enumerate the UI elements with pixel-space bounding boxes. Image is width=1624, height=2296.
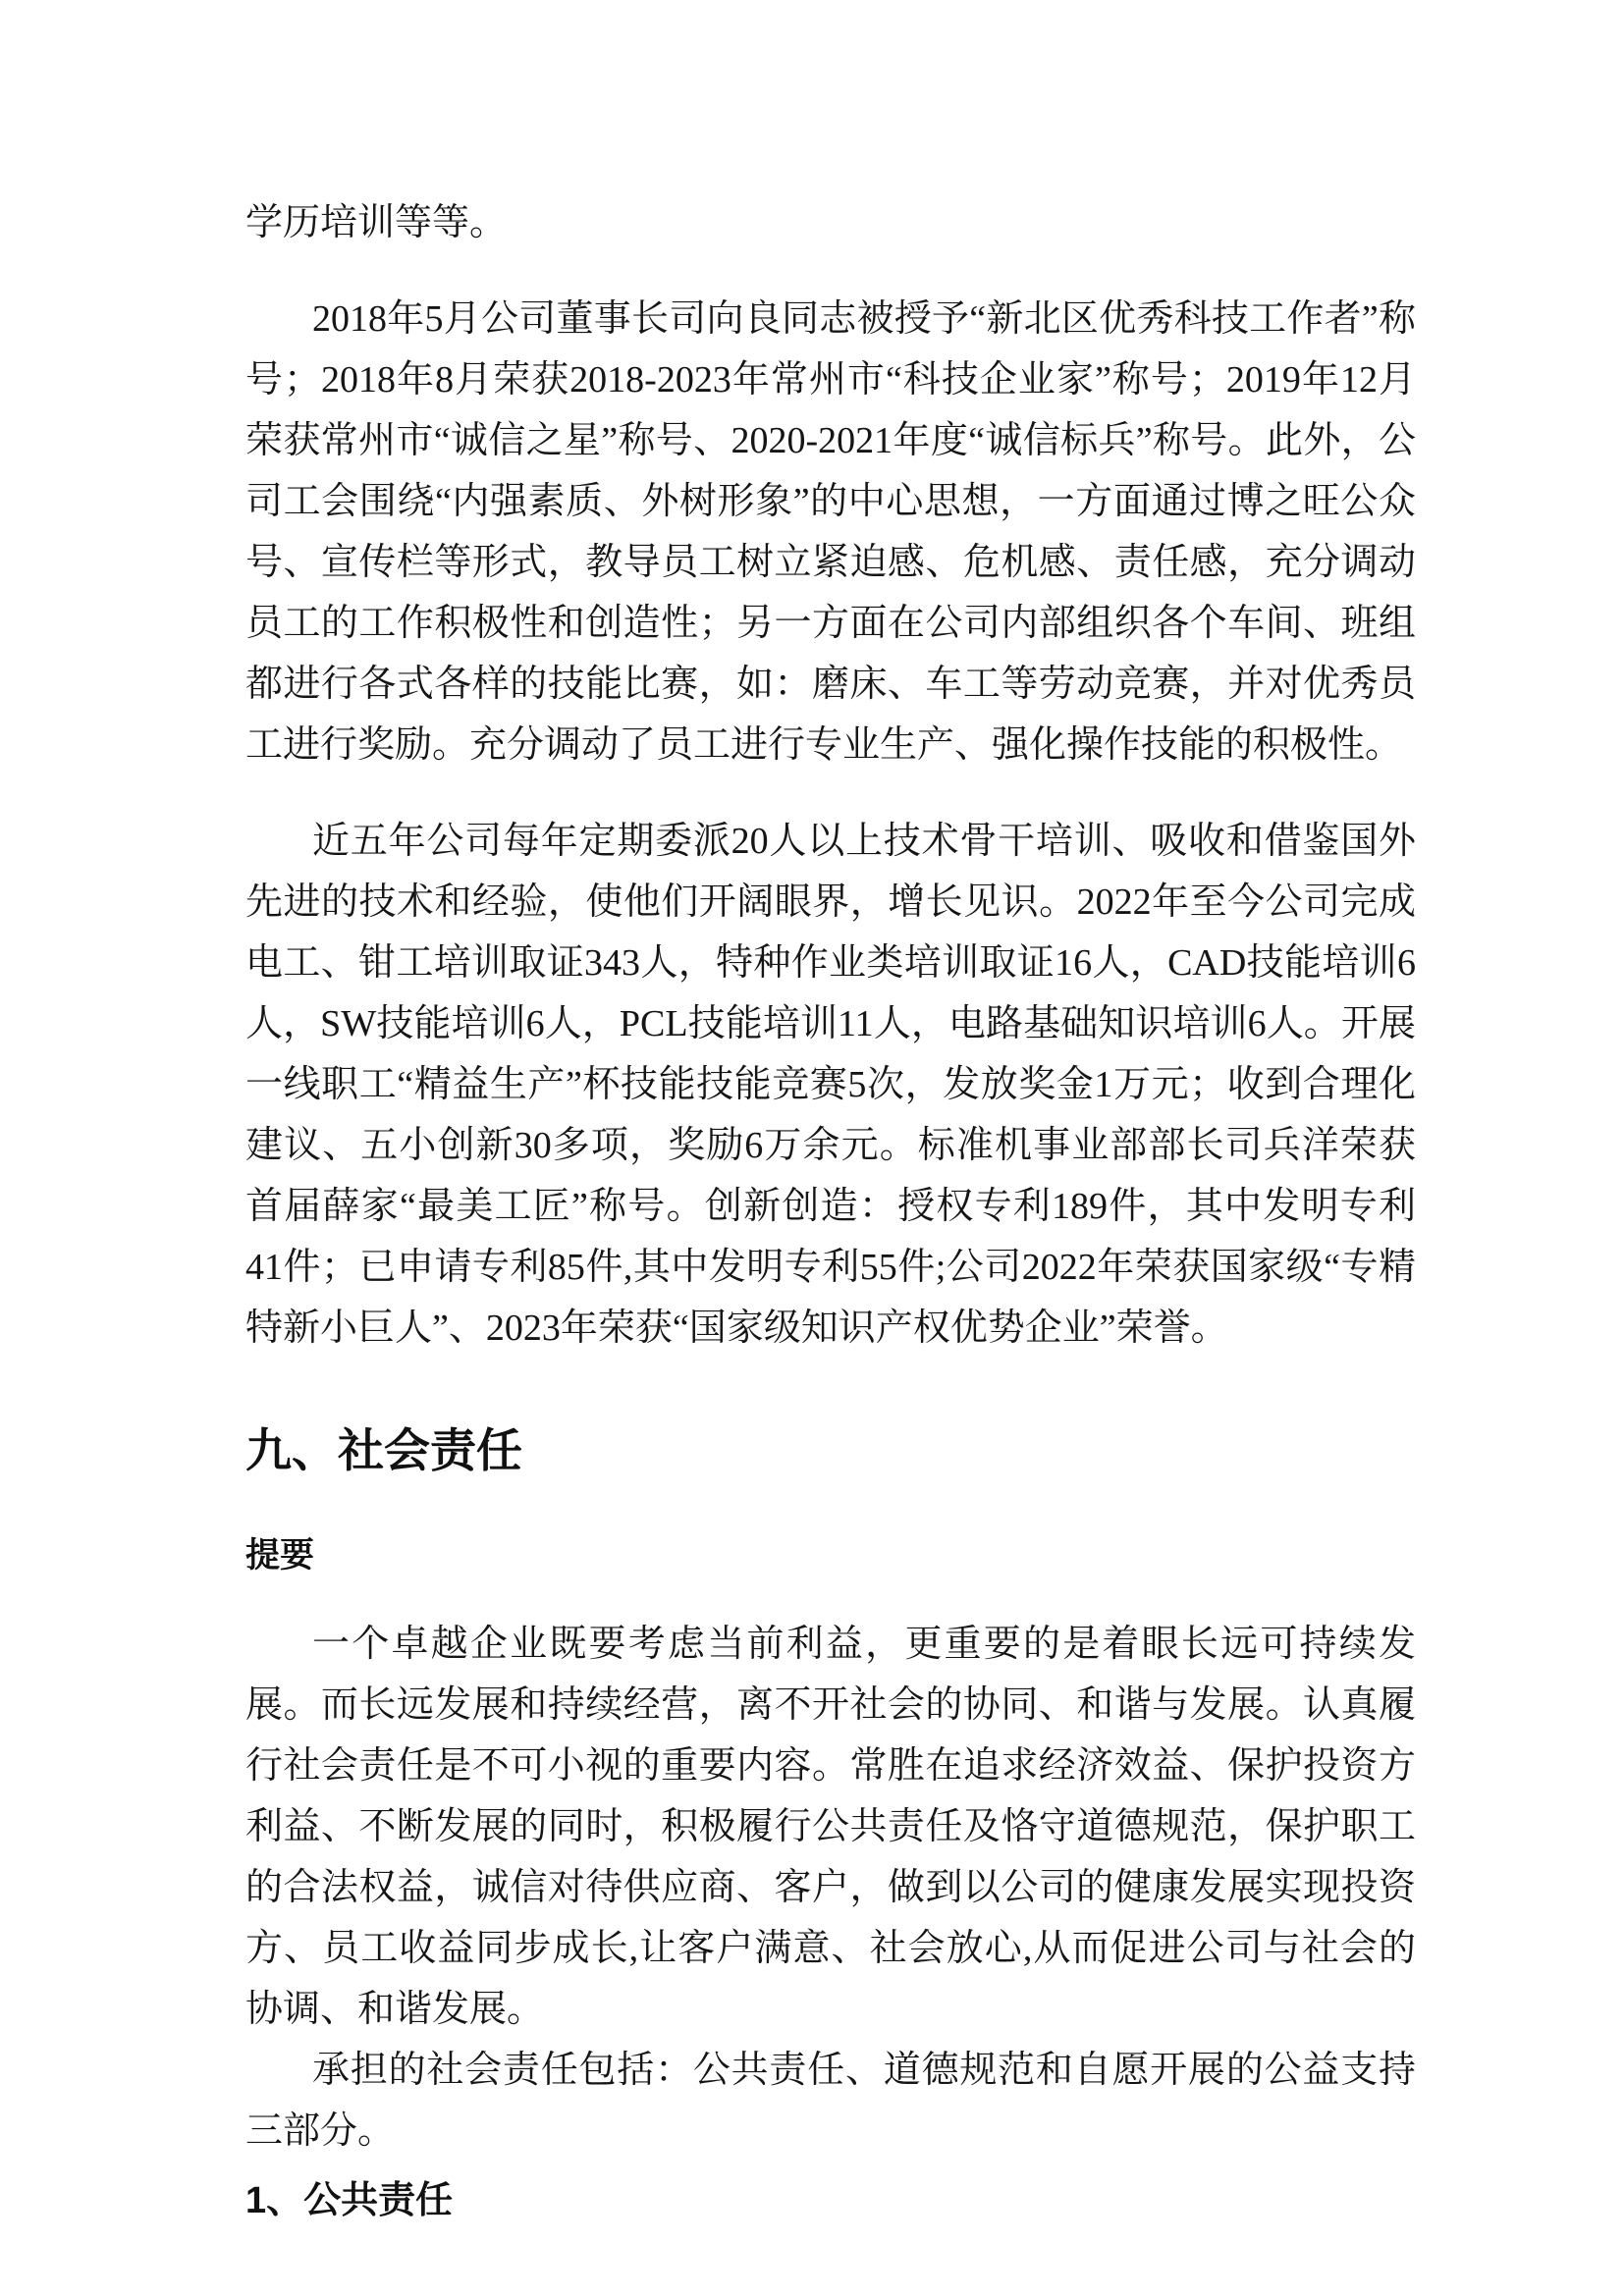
paragraph-continuation: 学历培训等等。 [245, 202, 508, 243]
document-content [245, 192, 1416, 2224]
paragraph-summary: 一个卓越企业既要考虑当前利益，更重要的是着眼长远可持续发展。而长远发展和持续经营，离不开社会的协同、和谐与发展。认真履行社会责任是不可小视的重要内容。常胜在追求经济效益、保护投资方利益、不断发展的同时，积极履行公共责任及恪守道德规范，保护职工的合法权益，诚信对待供应商、客户，做到以公司的健康发展实现投资方、员工收益同步成长,让客户满意、社会放心,从而促进公司与社会的协调、和谐发展。 [245, 1624, 1416, 2030]
subheading-summary: 提要 [245, 1536, 315, 1575]
paragraph-awards: 2018年5月公司董事长司向良同志被授予“新北区优秀科技工作者”称号；2018年8月荣获2018-2023年常州市“科技企业家”称号；2019年12月荣获常州市“诚信之星”称号、2020-2021年度“诚信标兵”称号。此外，公司工会围绕“内强素质、外树形象”的中心思想，一方面通过博之旺公众号、宣传栏等形式，教导员工树立紧迫感、危机感、责任感，充分调动员工的工作积极性和创造性；另一方面在公司内部组织各个车间、班组都进行各式各样的技能比赛，如：磨床、车工等劳动竞赛，并对优秀员工进行奖励。充分调动了员工进行专业生产、强化操作技能的积极性。 [245, 298, 1416, 766]
section-heading-social-responsibility: 九、社会责任 [245, 1424, 522, 1476]
subheading-public-responsibility: 1、公共责任 [245, 2180, 454, 2221]
paragraph-responsibility-parts: 承担的社会责任包括：公共责任、道德规范和自愿开展的公益支持三部分。 [245, 2050, 1416, 2152]
paragraph-training: 近五年公司每年定期委派20人以上技术骨干培训、吸收和借鉴国外先进的技术和经验，使他们开阔眼界，增长见识。2022年至今公司完成电工、钳工培训取证343人，特种作业类培训取证16人，CAD技能培训6人，SW技能培训6人，PCL技能培训11人，电路基础知识培训6人。开展一线职工“精益生产”杯技能技能竞赛5次，发放奖金1万元；收到合理化建议、五小创新30多项，奖励6万余元。标准机事业部部长司兵洋荣获首届薛家“最美工匠”称号。创新创造：授权专利189件，其中发明专利41件；已申请专利85件,其中发明专利55件;公司2022年荣获国家级“专精特新小巨人”、2023年荣获“国家级知识产权优势企业”荣誉。 [245, 821, 1416, 1349]
